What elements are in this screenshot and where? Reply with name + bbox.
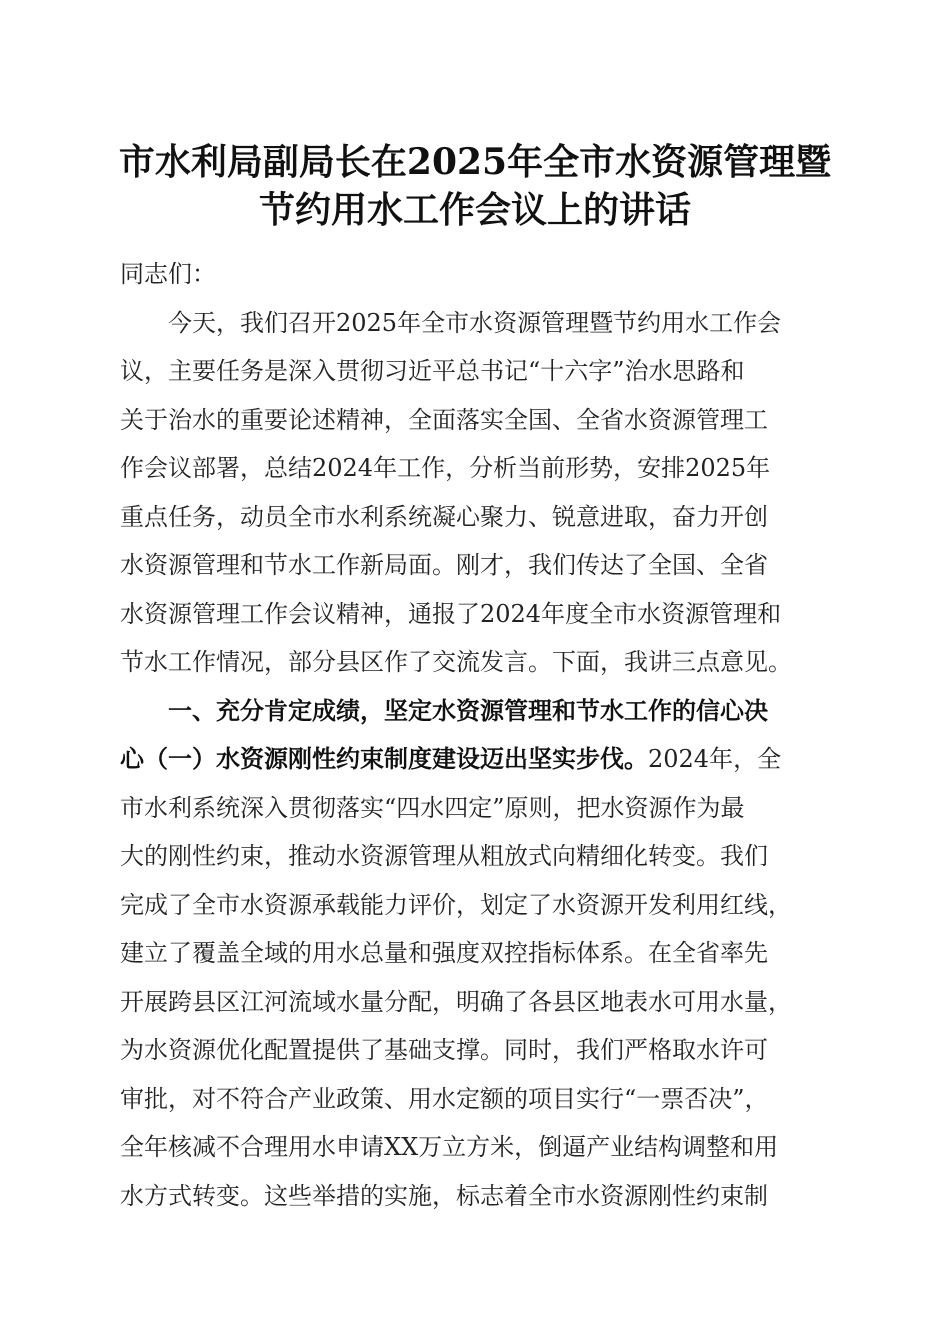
salutation: 同志们： xyxy=(120,260,216,288)
subsection-heading: 心（一）水资源刚性约束制度建设迈出坚实步伐。 xyxy=(120,745,648,773)
page-title xyxy=(90,138,860,234)
document-body xyxy=(120,250,842,1220)
paragraph-line: 水方式转变。这些举措的实施，标志着全市水资源刚性约束制 xyxy=(120,1181,768,1210)
paragraph-line: 水资源管理工作会议精神，通报了2024年度全市水资源管理和 xyxy=(120,599,782,628)
paragraph-line: 议，主要任务是深入贯彻习近平总书记“十六字”治水思路和 xyxy=(120,357,745,385)
paragraph-line: 作会议部署，总结2024年工作，分析当前形势，安排2025年 xyxy=(120,454,771,482)
paragraph-line: 关于治水的重要论述精神，全面落实全国、全省水资源管理工 xyxy=(120,405,768,434)
title-line-1: 市水利局副局长在2025年全市水资源管理暨 xyxy=(118,141,832,183)
paragraph-line: 重点任务，动员全市水利系统凝心聚力、锐意进取，奋力开创 xyxy=(120,502,768,531)
paragraph-text: 2024年，全 xyxy=(648,745,782,773)
paragraph-line: 今天，我们召开2025年全市水资源管理暨节约用水工作会 xyxy=(168,308,782,337)
title-line-2: 节约用水工作会议上的讲话 xyxy=(258,189,691,231)
paragraph-line: 审批，对不符合产业政策、用水定额的项目实行“一票否决”， xyxy=(120,1084,769,1113)
paragraph-line: 建立了覆盖全域的用水总量和强度双控指标体系。在全省率先 xyxy=(120,939,768,967)
paragraph-line: 开展跨县区江河流域水量分配，明确了各县区地表水可用水量， xyxy=(120,987,792,1016)
paragraph-line: 大的刚性约束，推动水资源管理从粗放式向精细化转变。我们 xyxy=(120,842,768,870)
paragraph-line: 为水资源优化配置提供了基础支撑。同时，我们严格取水许可 xyxy=(120,1036,768,1064)
paragraph-line: 全年核减不合理用水申请XX万立方米，倒逼产业结构调整和用 xyxy=(120,1133,779,1161)
section-heading: 一、充分肯定成绩，坚定水资源管理和节水工作的信心决 xyxy=(168,696,768,725)
paragraph-line: 市水利系统深入贯彻落实“四水四定”原则，把水资源作为最 xyxy=(120,793,745,822)
paragraph-line: 水资源管理和节水工作新局面。刚才，我们传达了全国、全省 xyxy=(120,551,768,579)
subsection-heading-line xyxy=(120,735,842,784)
paragraph-line: 完成了全市水资源承载能力评价，划定了水资源开发利用红线， xyxy=(120,890,792,919)
paragraph-line: 节水工作情况，部分县区作了交流发言。下面，我讲三点意见。 xyxy=(120,648,792,676)
